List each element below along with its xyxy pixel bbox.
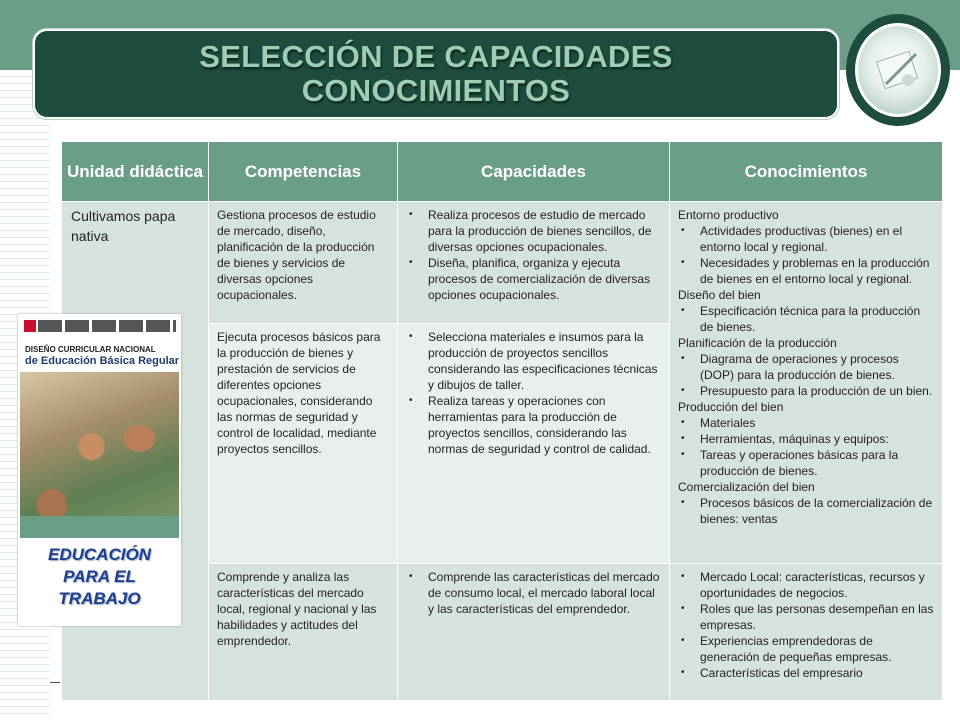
conocimiento-item: • Características del empresario	[678, 665, 934, 681]
conocimiento-heading: Entorno productivo	[678, 208, 779, 222]
conocimiento-item: • Diagrama de operaciones y procesos (DOP) para la producción de bienes.	[678, 351, 934, 383]
conocimientos-cell	[670, 564, 943, 701]
capacities-table	[61, 141, 943, 701]
slide-title-line-1: SELECCIÓN DE CAPACIDADES	[199, 39, 673, 74]
conocimiento-item: • Experiencias emprendedoras de generación de pequeñas empresas.	[678, 633, 934, 665]
conocimiento-item: • Herramientas, máquinas y equipos:	[678, 431, 934, 447]
capacidad-item: • Comprende las características del mercado de consumo local, el mercado laboral local y las características del emprendedor.	[406, 569, 661, 617]
capacidad-item: • Selecciona materiales e insumos para la producción de proyectos sencillos considerando las especificaciones técnicas y dibujos de taller.	[406, 329, 661, 393]
conocimiento-heading: Producción del bien	[678, 400, 784, 414]
divider	[50, 682, 60, 683]
competencia-cell: Ejecuta procesos básicos para la producción de bienes y prestación de servicios de diferentes opciones ocupacionales, considerando las normas de seguridad y control de localidad, mediante proyectos sencillos.	[209, 324, 398, 564]
capacidades-cell	[398, 564, 670, 701]
capacidades-cell	[398, 324, 670, 564]
ministry-logos	[38, 320, 176, 332]
cover-label-line-2: PARA EL	[63, 567, 136, 586]
table-header-row	[62, 142, 943, 202]
conocimiento-item: • Procesos básicos de la comercialización de bienes: ventas	[678, 495, 934, 527]
header-conocimientos: Conocimientos	[670, 142, 943, 202]
cover-header	[20, 316, 179, 372]
children-photo	[20, 372, 179, 538]
conocimiento-item: • Presupuesto para la producción de un bien.	[678, 383, 934, 399]
table-row	[62, 202, 943, 324]
header-unidad: Unidad didáctica	[62, 142, 209, 202]
conocimiento-heading: Diseño del bien	[678, 288, 761, 302]
cover-label	[20, 544, 179, 610]
curriculum-cover-image	[18, 314, 181, 626]
cover-title-small: DISEÑO CURRICULAR NACIONAL	[25, 345, 156, 354]
cover-label-line-1: EDUCACIÓN	[48, 545, 151, 564]
slide-title-box	[33, 29, 839, 119]
peru-flag-icon	[24, 320, 36, 332]
capacidades-cell	[398, 202, 670, 324]
competencia-cell: Comprende y analiza las características del mercado local, regional y nacional y las habilidades y actitudes del emprendedor.	[209, 564, 398, 701]
slide-title-line-2: CONOCIMIENTOS	[301, 73, 571, 108]
logo-icon	[855, 23, 941, 117]
cover-label-line-3: TRABAJO	[58, 589, 141, 608]
conocimiento-item: • Necesidades y problemas en la producción de bienes en el entorno local y regional.	[678, 255, 934, 287]
pencil-paper-icon	[868, 40, 928, 100]
logo-badge	[846, 14, 950, 126]
conocimiento-heading: Comercialización del bien	[678, 480, 815, 494]
conocimiento-heading: Planificación de la producción	[678, 336, 837, 350]
header-competencias: Competencias	[209, 142, 398, 202]
conocimiento-item: • Especificación técnica para la producción de bienes.	[678, 303, 934, 335]
conocimiento-item: • Mercado Local: características, recursos y oportunidades de negocios.	[678, 569, 934, 601]
conocimiento-item: • Roles que las personas desempeñan en las empresas.	[678, 601, 934, 633]
unit-cell: Cultivamos papa nativa	[62, 202, 209, 701]
conocimientos-cell	[670, 202, 943, 564]
conocimiento-item: • Tareas y operaciones básicas para la producción de bienes.	[678, 447, 934, 479]
cover-title-big: de Educación Básica Regular	[25, 355, 180, 367]
capacidad-item: • Realiza tareas y operaciones con herramientas para la producción de proyectos sencillos, considerando las normas de seguridad y control de calidad.	[406, 393, 661, 457]
conocimiento-item: • Actividades productivas (bienes) en el entorno local y regional.	[678, 223, 934, 255]
capacidad-item: • Diseña, planifica, organiza y ejecuta procesos de comercialización de diversas opciones ocupacionales.	[406, 255, 661, 303]
conocimiento-item: • Materiales	[678, 415, 934, 431]
capacidad-item: • Realiza procesos de estudio de mercado para la producción de bienes sencillos, de diversas opciones ocupacionales.	[406, 207, 661, 255]
header-capacidades: Capacidades	[398, 142, 670, 202]
competencia-cell: Gestiona procesos de estudio de mercado, diseño, planificación de la producción de bienes y servicios de diversas opciones ocupacionales.	[209, 202, 398, 324]
